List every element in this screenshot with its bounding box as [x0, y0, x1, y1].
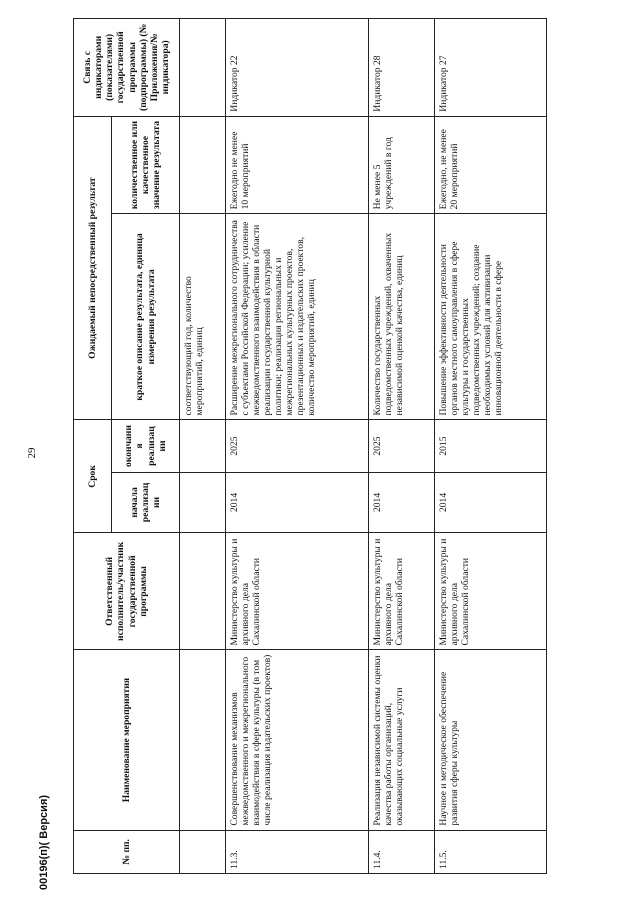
table-row [226, 19, 369, 874]
header-name: Наименование мероприятия [74, 650, 180, 830]
table-row [369, 19, 435, 874]
row-qty: Ежегодно, не менее 20 мероприятий [435, 116, 547, 214]
header-end: окончани я реализац ии [112, 420, 180, 472]
row-responsible: Министерство культуры и архивного дела Сахалинской области [226, 533, 369, 650]
row-desc: Расширение межрегионального сотрудничества с субъектами Российской Федерации; усиление межведомственного взаимодействия в области реализации государственной культурной политики; реализация региональных и межрегиональных культурных проектов, презентационных и издательских проектов, количество мероприятий, единиц [226, 214, 369, 420]
row-end: 2025 [369, 420, 435, 472]
row-end: 2025 [226, 420, 369, 472]
row-desc: Повышение эффективности деятельности органов местного самоуправления в сфере культуры и государственных подведомственных учреждений; создание необходимых условий для активизации инновационной деятельности в сфере [435, 214, 547, 420]
header-start: начала реализац ии [112, 472, 180, 533]
page-number: 29 [26, 447, 38, 459]
footer-code: 00196(п)( Версия) [38, 794, 50, 890]
row-name: Совершенствование механизмов межведомственного и межрегионального взаимодействия в сфере культуры (в том числе реализация издательских проектов) [226, 650, 369, 830]
row-start: 2014 [435, 472, 547, 533]
header-term: Срок [74, 420, 112, 533]
row-num: 11.3. [226, 830, 369, 873]
row-desc: Количество государственных подведомственных учреждений, охваченных независимой оценкой качества, единиц [369, 214, 435, 420]
header-num: № пп. [74, 830, 180, 873]
row-responsible: Министерство культуры и архивного дела Сахалинской области [369, 533, 435, 650]
continuation-desc: соответствующий год, количество мероприятий, единиц [180, 214, 226, 420]
header-link: Связь с индикаторами (показателями) государственной программы (подпрограммы) (№ Приложения/№ индикатора) [74, 19, 180, 117]
header-row-top [74, 19, 112, 874]
row-link: Индикатор 22 [226, 19, 369, 117]
row-start: 2014 [226, 472, 369, 533]
row-qty: Ежегодно не менее 10 мероприятий [226, 116, 369, 214]
row-num: 11.4. [369, 830, 435, 873]
row-qty: Не менее 5 учреждений в год [369, 116, 435, 214]
header-expected: Ожидаемый непосредственный результат [74, 116, 112, 420]
row-num: 11.5. [435, 830, 547, 873]
row-start: 2014 [369, 472, 435, 533]
row-responsible: Министерство культуры и архивного дела Сахалинской области [435, 533, 547, 650]
measures-table-container [73, 18, 546, 874]
row-name: Научное и методическое обеспечение развития сферы культуры [435, 650, 547, 830]
row-link: Индикатор 28 [369, 19, 435, 117]
table-row [435, 19, 547, 874]
header-desc: краткое описание результата, единица измерения результата [112, 214, 180, 420]
row-end: 2015 [435, 420, 547, 472]
row-name: Реализация независимой системы оценки качества работы организаций, оказывающих социальные услуги [369, 650, 435, 830]
measures-table [73, 18, 547, 874]
header-responsible: Ответственный исполнитель/участник государственной программы [74, 533, 180, 650]
header-qty: количественное или качественное значение результата [112, 116, 180, 214]
row-link: Индикатор 27 [435, 19, 547, 117]
continuation-row [180, 19, 226, 874]
